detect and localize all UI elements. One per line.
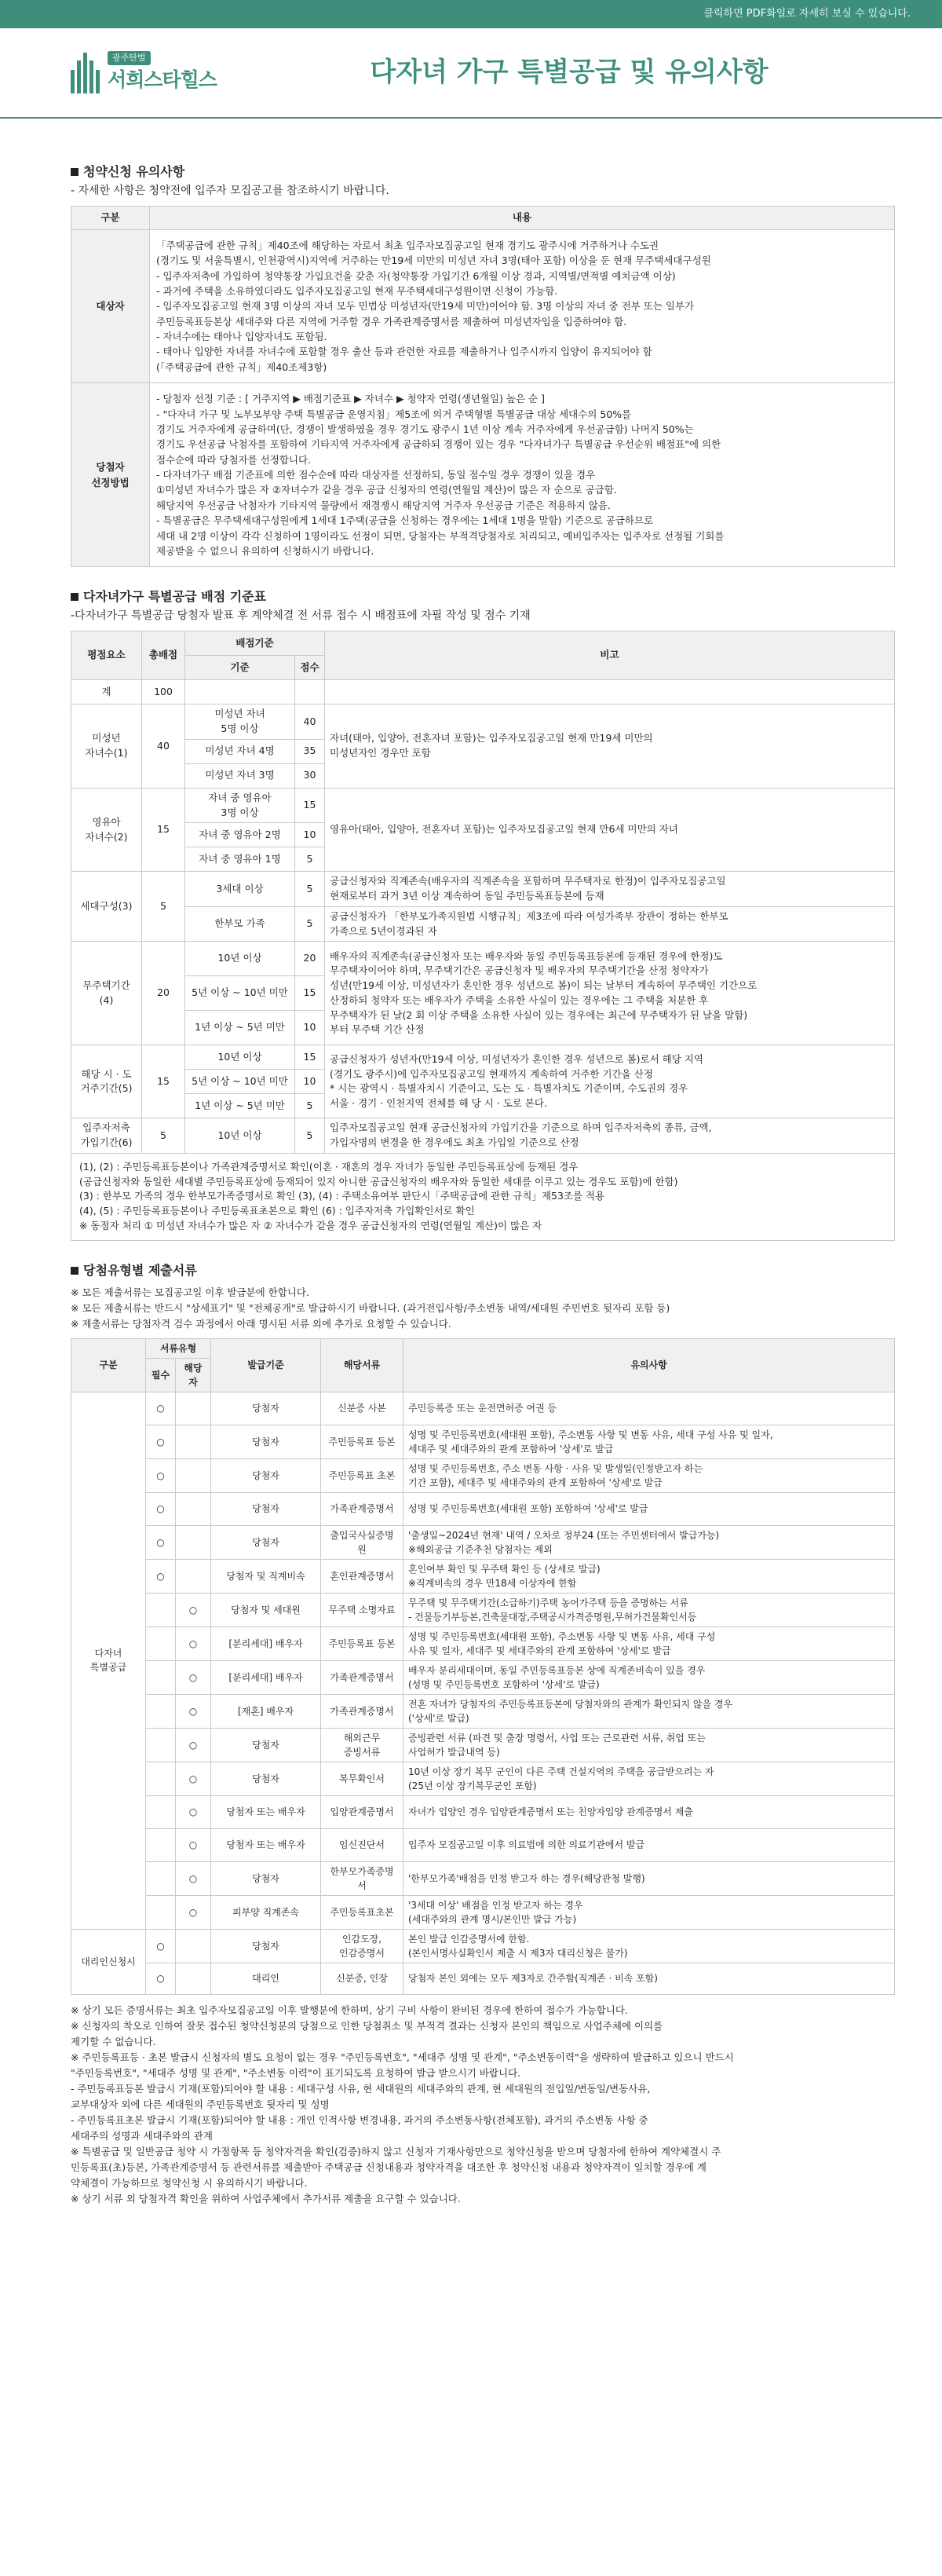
criteria: 자녀 중 영유아 1명: [185, 847, 295, 872]
caution: '한부모가족'배점을 인정 받고자 하는 경우(해당관청 발행): [403, 1861, 895, 1895]
conditional-mark: [176, 1458, 211, 1492]
required-mark: [146, 1795, 176, 1828]
bullet-square-icon: [71, 593, 78, 601]
section1-title: 청약신청 유의사항: [71, 163, 895, 181]
table-row: [71, 1593, 895, 1626]
documents-table: [71, 1338, 895, 1995]
caution: 입주자 모집공고일 이후 의료법에 의한 의료기관에서 발급: [403, 1828, 895, 1861]
logo-name: 서희스타힐스: [108, 68, 217, 91]
table-row: [71, 1559, 895, 1593]
score: 5: [295, 1118, 325, 1154]
col-header: 총배점: [142, 631, 185, 680]
conditional-mark: [176, 1963, 211, 1994]
table-row: [71, 1694, 895, 1728]
conditional-mark: [176, 1492, 211, 1525]
document-name: 무주택 소명자료: [321, 1593, 403, 1626]
issuer: 당첨자: [211, 1392, 321, 1425]
score: 5: [295, 872, 325, 907]
caution: '3세대 이상' 배점을 인정 받고자 하는 경우 (세대주와의 관계 명시/본인만 발급 가능): [403, 1895, 895, 1929]
group-name: 해당 시 · 도 거주기간(5): [71, 1045, 142, 1118]
caution: 10년 이상 장기 복무 군인이 다른 주택 건설지역의 주택을 공급받으려는 자 (25년 이상 장기복무군인 포함): [403, 1762, 895, 1795]
document-name: 임신진단서: [321, 1828, 403, 1861]
document-name: 인감도장, 인감증명서: [321, 1929, 403, 1963]
required-mark: ○: [146, 1963, 176, 1994]
issuer: 당첨자: [211, 1425, 321, 1458]
score: 5: [295, 847, 325, 872]
group-name: 세대구성(3): [71, 872, 142, 942]
score: 5: [295, 1094, 325, 1118]
total-label: 계: [71, 680, 142, 704]
col-header: 내용: [150, 207, 895, 230]
conditional-mark: ○: [176, 1694, 211, 1728]
table-row: [71, 1392, 895, 1425]
conditional-mark: ○: [176, 1828, 211, 1861]
group-note: 영유아(태아, 입양아, 전혼자녀 포함)는 입주자모집공고일 현재 만6세 미만의 자녀: [325, 788, 895, 872]
conditional-mark: ○: [176, 1795, 211, 1828]
criteria: 1년 이상 ~ 5년 미만: [185, 1094, 295, 1118]
pdf-link-bar[interactable]: [0, 0, 942, 28]
group-total: 20: [142, 942, 185, 1045]
table-row: [71, 1828, 895, 1861]
criteria: 10년 이상: [185, 942, 295, 976]
col-header: 비고: [325, 631, 895, 680]
conditional-mark: ○: [176, 1895, 211, 1929]
header: [0, 28, 942, 119]
group-note: 배우자의 직계존속(공급신청자 또는 배우자와 동일 주민등록표등본에 등재된 경우에 한정)도 무주택자이어야 하며, 무주택기간은 공급신청자 및 배우자의 무주택기간을 산정 청약자가 성년(만19세 이상, 미성년자가 혼인한 경우 성년으로 봄)이 되는 날부터 계속하여 무주택인 기간으로 산정하되 청약자 또는 배우자가 주택을 소유한 사실이 있는 경우에는 그 주택을 처분한 후 무주택자가 된 날(2 회 이상 주택을 소유한 사실이 있는 경우에는 최근에 무주택자가 된 날을 말함) 부터 무주택 기간 산정: [325, 942, 895, 1045]
document-name: 주민등록표초본: [321, 1895, 403, 1929]
criteria: 미성년 자녀 4명: [185, 739, 295, 763]
issuer: 당첨자 및 세대원: [211, 1593, 321, 1626]
required-mark: ○: [146, 1392, 176, 1425]
criteria: 자녀 중 영유아 2명: [185, 823, 295, 847]
score: 30: [295, 763, 325, 788]
group-name: 영유아 자녀수(2): [71, 788, 142, 872]
col-header: 발급기준: [211, 1338, 321, 1392]
required-mark: ○: [146, 1525, 176, 1559]
criteria: 10년 이상: [185, 1045, 295, 1070]
conditional-mark: [176, 1929, 211, 1963]
issuer: 당첨자: [211, 1728, 321, 1762]
required-mark: [146, 1828, 176, 1861]
criteria: 미성년 자녀 5명 이상: [185, 704, 295, 740]
section1-subtitle: - 자세한 사항은 청약전에 입주자 모집공고를 참조하시기 바랍니다.: [71, 185, 389, 197]
logo-badge: 광주탄벌: [108, 51, 151, 66]
group-total: 5: [142, 872, 185, 942]
required-mark: [146, 1895, 176, 1929]
required-mark: ○: [146, 1929, 176, 1963]
table-row: [71, 1728, 895, 1762]
criteria: 3세대 이상: [185, 872, 295, 907]
criteria: 5년 이상 ~ 10년 미만: [185, 1070, 295, 1094]
section2-title: 다자녀가구 특별공급 배점 기준표: [71, 587, 895, 606]
caution: 본인 발급 인감증명서에 한함. (본인서명사실확인서 제출 시 제3자 대리신청은 불가): [403, 1929, 895, 1963]
col-header: 구분: [71, 1338, 146, 1392]
issuer: 당첨자 및 직계비속: [211, 1559, 321, 1593]
section3-intro: ※ 모든 제출서류는 모집공고일 이후 발급분에 한합니다. ※ 모든 제출서류는 반드시 "상세표기" 및 "전체공개"로 발급하시기 바랍니다. (과거전입사항/주소변동 내역/세대원 주민번호 뒷자리 포함 등) ※ 제출서류는 당첨자격 검수 과정에서 아래 명시된 서류 외에 추가로 요청할 수 있습니다.: [71, 1286, 670, 1330]
group-note: 자녀(태아, 입양아, 전혼자녀 포함)는 입주자모집공고일 현재 만19세 미만의 미성년자인 경우만 포함: [325, 704, 895, 789]
document-name: 복무확인서: [321, 1762, 403, 1795]
required-mark: [146, 1762, 176, 1795]
issuer: 당첨자: [211, 1492, 321, 1525]
bullet-square-icon: [71, 1267, 78, 1275]
caution: 주민등록증 또는 운전면허증 여권 등: [403, 1392, 895, 1425]
table-row: [71, 1626, 895, 1660]
caution: 혼인여부 확인 및 무주택 확인 등 (상세로 발급) ※직계비속의 경우 만18세 이상자에 한함: [403, 1559, 895, 1593]
col-header: 배점기준: [185, 631, 325, 656]
issuer: 당첨자 또는 배우자: [211, 1795, 321, 1828]
group-total: 40: [142, 704, 185, 789]
caution: 무주택 및 무주택기간(소급하기)주택 농어가주택 등을 증명하는 서류 - 건물등기부등본,건축물대장,주택공시가격증명원,무허가건물확인서등: [403, 1593, 895, 1626]
table-row: [71, 1458, 895, 1492]
page-title: 다자녀 가구 특별공급 및 유의사항: [370, 57, 769, 88]
issuer: 대리인: [211, 1963, 321, 1994]
score: 10: [295, 823, 325, 847]
conditional-mark: [176, 1559, 211, 1593]
score-footnote: (1), (2) : 주민등록표등본이나 가족관계증명서로 확인(이혼 · 재혼의 경우 자녀가 동일한 주민등록표상에 등재된 경우 (공급신청자와 동일한 세대별 주민등록표상에 등재되어 있지 아니한 공급신청자의 배우자와 동일한 세대를 이루고 있는 경우도 포함)에 한함) (3) : 한부모 가족의 경우 한부모가족증명서로 확인 (3), (4) : 주택소유여부 판단시「주택공급에 관한 규칙」제53조를 적용 (4), (5) : 주민등록표등본이나 주민등록표초본으로 확인 (6) : 입주자저축 가입확인서로 확인 ※ 동점자 처리 ① 미성년 자녀수가 많은 자 ② 자녀수가 같을 경우 공급신청자의 연령(연월일 계산)이 많은 자: [71, 1153, 895, 1240]
document-name: 신분증 사본: [321, 1392, 403, 1425]
document-name: 출입국사실증명원: [321, 1525, 403, 1559]
required-mark: [146, 1694, 176, 1728]
issuer: [재혼] 배우자: [211, 1694, 321, 1728]
score: 10: [295, 1011, 325, 1045]
caution: 자녀가 입양인 경우 입양관계증명서 또는 친양자입양 관계증명서 제출: [403, 1795, 895, 1828]
col-header: 기준: [185, 656, 295, 680]
eligibility-table: [71, 206, 895, 567]
table-row: [71, 1762, 895, 1795]
score: 15: [295, 1045, 325, 1070]
group-name: 무주택기간 (4): [71, 942, 142, 1045]
conditional-mark: ○: [176, 1861, 211, 1895]
conditional-mark: ○: [176, 1660, 211, 1694]
col-header: 서류유형: [146, 1338, 211, 1358]
row-content: 「주택공급에 관한 규칙」제40조에 해당하는 자로서 최초 입주자모집공고일 현재 경기도 광주시에 거주하거나 수도권 (경기도 및 서울특별시, 인천광역시)지역에 거주하는 만19세 미만의 미성년 자녀 3명(태아 포함) 이상을 둔 현재 무주택세대구성원 - 입주자저축에 가입하여 청약통장 가입요건을 갖춘 자(청약통장 가입기간 6개월 이상 경과, 지역별/면적별 예치금액 이상) - 과거에 주택을 소유하였더라도 입주자모집공고일 현재 무주택세대구성원이면 신청이 가능함. - 입주자모집공고일 현재 3명 이상의 자녀 모두 민법상 미성년자(만19세 미만)이어야 함. 3명 이상의 자녀 중 전부 또는 일부가 주민등록표등본상 세대주와 다른 지역에 거주할 경우 가족관계증명서를 제출하여 미성년자임을 입증하여야 함. - 자녀수에는 태아나 입양자녀도 포함됨. - 태아나 입양한 자녀를 자녀수에 포함할 경우 출산 등과 관련한 자료를 제출하거나 입주시까지 입양이 유지되어야 함 (「주택공급에 관한 규칙」제40조제3항): [150, 229, 895, 382]
issuer: 당첨자 또는 배우자: [211, 1828, 321, 1861]
col-header: 구분: [71, 207, 150, 230]
row-group: 대리인신청시: [71, 1929, 146, 1994]
col-header: 유의사항: [403, 1338, 895, 1392]
row-label: 당첨자 선정방법: [71, 383, 150, 567]
col-header: 필수: [146, 1358, 176, 1392]
issuer: [분리세대] 배우자: [211, 1660, 321, 1694]
caution: 당첨자 본인 외에는 모두 제3자로 간주함(직계존 · 비속 포함): [403, 1963, 895, 1994]
group-name: 미성년 자녀수(1): [71, 704, 142, 789]
issuer: 당첨자: [211, 1458, 321, 1492]
logo-mark-icon: [71, 53, 100, 93]
required-mark: [146, 1660, 176, 1694]
document-name: 해외근무 증빙서류: [321, 1728, 403, 1762]
score: 40: [295, 704, 325, 740]
issuer: 당첨자: [211, 1525, 321, 1559]
issuer: 피부양 직계존속: [211, 1895, 321, 1929]
conditional-mark: ○: [176, 1762, 211, 1795]
group-total: 15: [142, 1045, 185, 1118]
group-name: 입주자저축 가입기간(6): [71, 1118, 142, 1154]
required-mark: ○: [146, 1559, 176, 1593]
row-label: 대상자: [71, 229, 150, 382]
document-name: 주민등록표 등본: [321, 1626, 403, 1660]
document-name: 신분증, 인장: [321, 1963, 403, 1994]
score: 35: [295, 739, 325, 763]
score: 15: [295, 788, 325, 823]
group-note: 입주자모집공고일 현재 공급신청자의 가입기간을 기준으로 하며 입주자저축의 종류, 금액, 가입자명의 변경을 한 경우에도 최초 가입일 기준으로 산정: [325, 1118, 895, 1154]
col-header: 해당서류: [321, 1338, 403, 1392]
group-total: 15: [142, 788, 185, 872]
bottom-notes: ※ 상기 모든 증명서류는 최초 입주자모집공고일 이후 발행분에 한하며, 상기 구비 사항이 완비된 경우에 한하여 접수가 가능합니다. ※ 신청자의 착오로 인하여 잘못 접수된 청약신청분의 당첨으로 인한 당첨취소 및 부적격 결과는 신청자 본인의 책임으로 사업주체에 이의를 제기할 수 없습니다. ※ 주민등록표등 · 초본 발급시 신청자의 별도 요청이 없는 경우 "주민등록번호", "세대주 성명 및 관계", "주소변동이력"을 생략하여 발급하고 있으니 반드시 "주민등록번호", "세대주 성명 및 관계", "주소변동 이력"이 표기되도록 요청하여 발급 받으시기 바랍니다. - 주민등록표등본 발급시 기재(포함)되어야 할 내용 : 세대구성 사유, 현 세대원의 세대주와의 관계, 현 세대원의 전입일/변동일/변동사유, 교부대상자 외에 다른 세대원의 주민등록번호 뒷자리 및 성명 - 주민등록표초본 발급시 기재(포함)되어야 할 내용 : 개인 인적사항 변경내용, 과거의 주소변동사항(전체포함), 과거의 주소변동 사항 중 세대주의 성명과 세대주와의 관계 ※ 특별공급 및 일반공급 청약 시 가점항목 등 청약자격을 확인(검증)하지 않고 신청자 기재사항만으로 청약신청을 받으며 당첨자에 한하여 계약체결시 주 민등록표(초)등본, 가족관계증명서 등 관련서류를 제출받아 주택공급 신청내용과 청약자격을 대조한 후 청약신청 내용과 청약자격이 일치할 경우에 계 약체결이 가능하므로 청약신청 시 유의하시기 바랍니다. ※ 상기 서류 외 당첨자격 확인을 위하여 사업주체에서 추가서류 제출을 요구할 수 있습니다.: [71, 2003, 734, 2205]
required-mark: [146, 1861, 176, 1895]
document-name: 가족관계증명서: [321, 1660, 403, 1694]
table-row: [71, 1492, 895, 1525]
section3-title: 당첨유형별 제출서류: [71, 1261, 895, 1280]
group-note: 공급신청자가 「한부모가족지원법 시행규칙」제3조에 따라 여성가족부 장관이 정하는 한부모 가족으로 5년이경과된 자: [325, 906, 895, 942]
bullet-square-icon: [71, 168, 78, 176]
score: 20: [295, 942, 325, 976]
table-row: [71, 1963, 895, 1994]
required-mark: [146, 1728, 176, 1762]
required-mark: ○: [146, 1458, 176, 1492]
required-mark: ○: [146, 1425, 176, 1458]
score: 5: [295, 906, 325, 942]
conditional-mark: [176, 1392, 211, 1425]
score-table: [71, 631, 895, 1240]
document-name: 혼인관계증명서: [321, 1559, 403, 1593]
table-row: [71, 1525, 895, 1559]
issuer: [분리세대] 배우자: [211, 1626, 321, 1660]
document-name: 한부모가족증명서: [321, 1861, 403, 1895]
table-row: [71, 1929, 895, 1963]
total-value: 100: [142, 680, 185, 704]
document-name: 주민등록표 초본: [321, 1458, 403, 1492]
score: 10: [295, 1070, 325, 1094]
required-mark: ○: [146, 1492, 176, 1525]
table-row: [71, 1861, 895, 1895]
section2-subtitle: -다자녀가구 특별공급 당첨자 발표 후 계약체결 전 서류 접수 시 배점표에 자필 작성 및 점수 기재: [71, 609, 531, 623]
criteria: 10년 이상: [185, 1118, 295, 1154]
caution: 전혼 자녀가 당첨자의 주민등록표등본에 당첨자와의 관계가 확인되지 않을 경우 ('상세'로 발급): [403, 1694, 895, 1728]
group-total: 5: [142, 1118, 185, 1154]
caution: 성명 및 주민등록번호(세대원 포함), 주소변동 사항 및 변동 사유, 세대 구성 사유 및 일자, 세대주 및 세대주와의 관계 포함하여 '상세'로 발급: [403, 1425, 895, 1458]
conditional-mark: [176, 1425, 211, 1458]
col-header: 평점요소: [71, 631, 142, 680]
caution: 성명 및 주민등록번호(세대원 포함), 주소변동 사항 및 변동 사유, 세대 구성 사유 및 일자, 세대주 및 세대주와의 관계 포함하여 '상세'로 발급: [403, 1626, 895, 1660]
conditional-mark: ○: [176, 1626, 211, 1660]
pdf-link-text[interactable]: 클릭하면 PDF화일로 자세히 보실 수 있습니다.: [703, 8, 911, 20]
required-mark: [146, 1626, 176, 1660]
group-note: 공급신청자와 직계존속(배우자의 직계존속을 포함하며 무주택자로 한정)이 입주자모집공고일 현재로부터 과거 3년 이상 계속하여 동일 주민등록표등본에 등재: [325, 872, 895, 907]
criteria: 1년 이상 ~ 5년 미만: [185, 1011, 295, 1045]
document-name: 가족관계증명서: [321, 1694, 403, 1728]
row-content: - 당첨자 선정 기준 : [ 거주지역 ▶ 배점기준표 ▶ 자녀수 ▶ 청약자 연령(생년월일) 높은 순 ] - "다자녀 가구 및 노부모부양 주택 특별공급 운영지침」제5조에 의거 주택형별 특별공급 대상 세대수의 50%를 경기도 거주자에게 공급하며(단, 경쟁이 발생하였을 경우 경기도 광주시 1년 이상 계속 거주자에게 우선공급함) 나머지 50%는 경기도 우선공급 낙첨자를 포함하여 기타지역 거주자에게 공급하되 경쟁이 있는 경우 "다자녀가구 특별공급 우선순위 배점표"에 의한 점수순에 따라 당첨자를 선정합니다. - 다자녀가구 배점 기준표에 의한 점수순에 따라 대상자를 선정하되, 동일 점수일 경우 경쟁이 있을 경우 ①미성년 자녀수가 많은 자 ②자녀수가 같을 경우 공급 신청자의 연령(연월일 계산)이 많은 자 순으로 공급함. 해당지역 우선공급 낙첨자가 기타지역 물량에서 재경쟁시 해당지역 거주자 우선공급 기준은 적용하지 않음. - 특별공급은 무주택세대구성원에게 1세대 1주택(공급을 신청하는 경우에는 1세대 1명을 말함) 기준으로 공급하므로 세대 내 2명 이상이 각각 신청하여 1명이라도 선정이 되면, 당첨자는 부적격당첨자로 처리되고, 예비입주자는 입주자로 선정될 기회를 제공받을 수 없으니 유의하여 신청하시기 바랍니다.: [150, 383, 895, 567]
conditional-mark: [176, 1525, 211, 1559]
conditional-mark: ○: [176, 1728, 211, 1762]
score: 15: [295, 976, 325, 1011]
issuer: 당첨자: [211, 1929, 321, 1963]
col-header: 해당자: [176, 1358, 211, 1392]
issuer: 당첨자: [211, 1762, 321, 1795]
group-note: 공급신청자가 성년자(만19세 이상, 미성년자가 혼인한 경우 성년으로 봄)로서 해당 지역 (경기도 광주시)에 입주자모집공고일 현재까지 계속하여 거주한 기간을 산정 * 시는 광역시 · 특별자치시 기준이고, 도는 도 · 특별자치도 기준이며, 수도권의 경우 서울 · 경기 · 인천지역 전체를 해 당 시 · 도로 본다.: [325, 1045, 895, 1118]
caution: 성명 및 주민등록번호, 주소 변동 사항 · 사유 및 발생일(인정받고자 하는 기간 포함), 세대주 및 세대주와의 관계 포함하여 '상세'로 발급: [403, 1458, 895, 1492]
criteria: 한부모 가족: [185, 906, 295, 942]
criteria: 5년 이상 ~ 10년 미만: [185, 976, 295, 1011]
table-row: [71, 1795, 895, 1828]
conditional-mark: ○: [176, 1593, 211, 1626]
document-name: 입양관계증명서: [321, 1795, 403, 1828]
logo[interactable]: [71, 51, 275, 95]
document-name: 가족관계증명서: [321, 1492, 403, 1525]
issuer: 당첨자: [211, 1861, 321, 1895]
table-row: [71, 1425, 895, 1458]
col-header: 점수: [295, 656, 325, 680]
document-name: 주민등록표 등본: [321, 1425, 403, 1458]
caution: 성명 및 주민등록번호(세대원 포함) 포함하여 '상세'로 발급: [403, 1492, 895, 1525]
caution: 증빙관련 서류 (파견 및 출장 명령서, 사업 또는 근로관련 서류, 취업 또는 사업허가 발급내역 등): [403, 1728, 895, 1762]
criteria: 미성년 자녀 3명: [185, 763, 295, 788]
required-mark: [146, 1593, 176, 1626]
table-row: [71, 1895, 895, 1929]
caution: '출생일~2024년 현재' 내역 / 오차로 정부24 (또는 주민센터에서 발급가능) ※해외공급 기준추천 당첨자는 제외: [403, 1525, 895, 1559]
caution: 배우자 분리세대이며, 동일 주민등록표등본 상에 직계존비속이 있을 경우 (성명 및 주민등록번호 포함하여 '상세'로 발급): [403, 1660, 895, 1694]
criteria: 자녀 중 영유아 3명 이상: [185, 788, 295, 823]
table-row: [71, 1660, 895, 1694]
row-group: 다자녀 특별공급: [71, 1392, 146, 1929]
